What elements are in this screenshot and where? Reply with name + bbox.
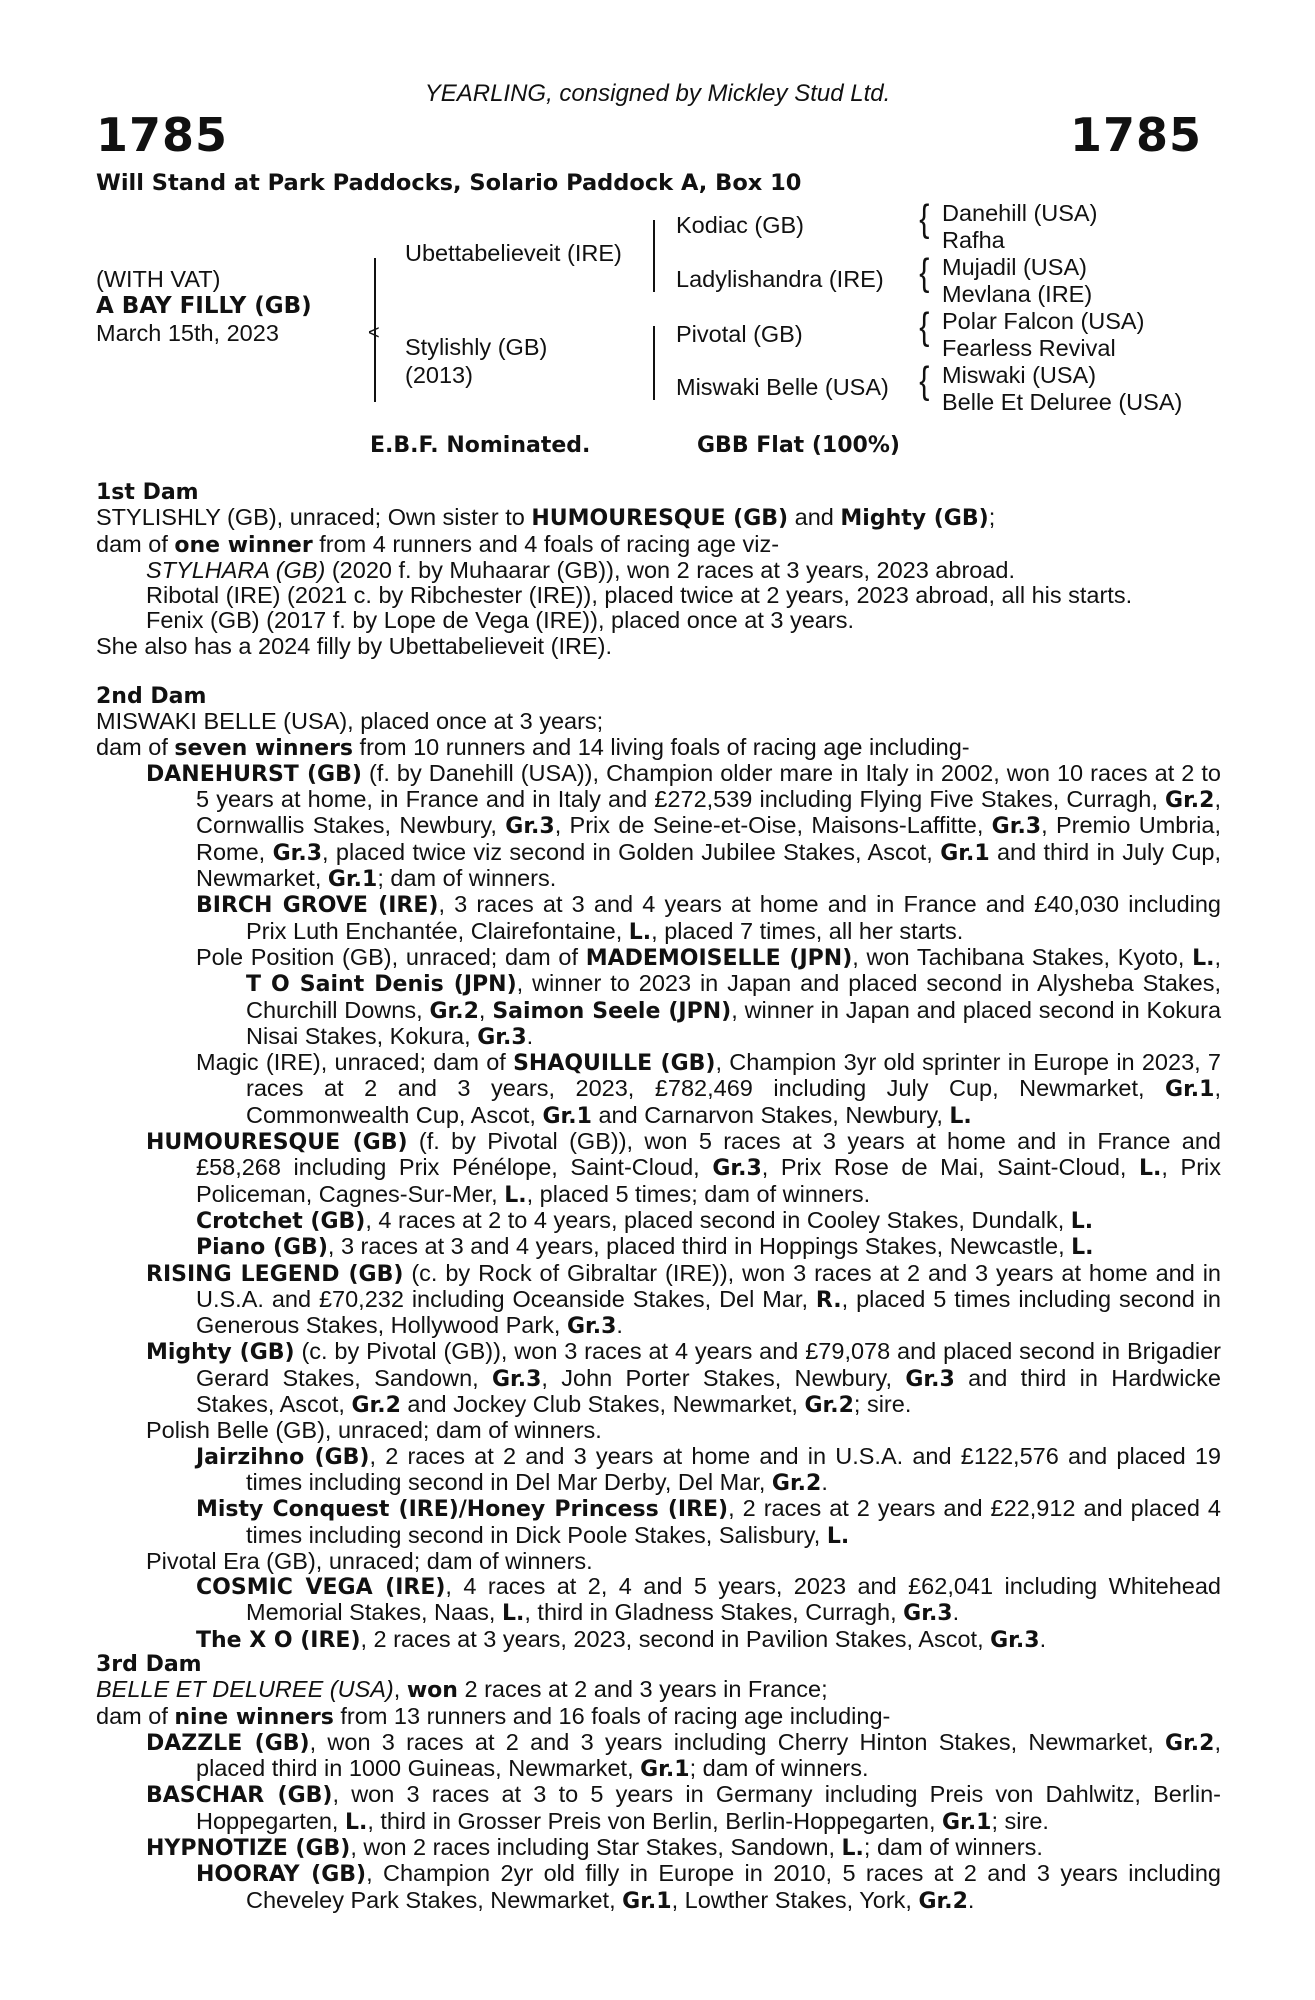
produce-entry: STYLHARA (GB) (2020 f. by Muhaarar (GB)), won 2 races at 3 years, 2023 abroad.	[146, 556, 1016, 583]
brace-3: {	[919, 306, 930, 348]
first-dam-section	[96, 480, 1221, 659]
second-dam-section	[96, 684, 1221, 1653]
produce-entry: Magic (IRE), unraced; dam of SHAQUILLE (GB), Champion 3yr old sprinter in Europe in 2023, 7 races at 2 and 3 years, 2023, £782,469 including July Cup, Newmarket, Gr.1, Commonwealth Cup, Ascot, Gr.1 and Carnarvon Stakes, Newbury, L.	[196, 1049, 1221, 1129]
produce-entry: The X O (IRE), 2 races at 3 years, 2023, second in Pavilion Stakes, Ascot, Gr.3.	[196, 1625, 1047, 1653]
stand-location: Will Stand at Park Paddocks, Solario Paddock A, Box 10	[96, 170, 802, 196]
produce-entry: HOORAY (GB), Champion 2yr old filly in Europe in 2010, 5 races at 2 and 3 years including Cheveley Park Stakes, Newmarket, Gr.1, Lowther Stakes, York, Gr.2.	[196, 1860, 1221, 1914]
section-heading: 1st Dam	[96, 480, 199, 505]
produce-entry: Misty Conquest (IRE)/Honey Princess (IRE), 2 races at 2 years and £22,912 and placed 4 times including second in Dick Poole Stakes, Salisbury, L.	[196, 1495, 1222, 1549]
brace-2: {	[919, 252, 930, 294]
horse-name: A BAY FILLY (GB)	[96, 293, 312, 319]
dam-sire: Pivotal (GB)	[676, 321, 803, 347]
third-dam-section	[96, 1652, 1221, 1914]
sire: Ubettabelieveit (IRE)	[405, 240, 622, 266]
produce-entry: Polish Belle (GB), unraced; dam of winners.	[146, 1417, 602, 1444]
produce-entry: BIRCH GROVE (IRE), 3 races at 3 and 4 years at home and in France and £40,030 including Prix Luth Enchantée, Clairefontaine, L., placed 7 times, all her starts.	[196, 891, 1221, 945]
vat-label: (WITH VAT)	[96, 266, 221, 292]
gg-8: Belle Et Deluree (USA)	[942, 389, 1183, 415]
section-heading: 3rd Dam	[96, 1652, 202, 1677]
produce-summary: dam of seven winners from 10 runners and 14 living foals of racing age including-	[96, 733, 970, 761]
brace-1: {	[919, 198, 930, 240]
dam-line: BELLE ET DELUREE (USA), won 2 races at 2 and 3 years in France;	[96, 1676, 828, 1704]
sire-dam: Ladylishandra (IRE)	[676, 266, 884, 292]
gg-5: Polar Falcon (USA)	[942, 308, 1145, 334]
produce-entry: BASCHAR (GB), won 3 races at 3 to 5 years in Germany including Preis von Dahlwitz, Berlin-Hoppegarten, L., third in Grosser Preis von Berlin, Berlin-Hoppegarten, Gr.1; sire.	[146, 1781, 1221, 1835]
produce-entry: Fenix (GB) (2017 f. by Lope de Vega (IRE)), placed once at 3 years.	[146, 607, 854, 634]
section-heading: 2nd Dam	[96, 684, 207, 709]
produce-entry: COSMIC VEGA (IRE), 4 races at 2, 4 and 5 years, 2023 and £62,041 including Whitehead Memorial Stakes, Naas, L., third in Gladness Stakes, Curragh, Gr.3.	[196, 1573, 1221, 1627]
dam: Stylishly (GB)	[405, 334, 548, 360]
produce-entry: HYPNOTIZE (GB), won 2 races including Star Stakes, Sandown, L.; dam of winners.	[146, 1834, 1043, 1862]
consignment-line: YEARLING, consigned by Mickley Stud Ltd.	[424, 80, 891, 107]
gg-2: Rafha	[942, 227, 1005, 253]
produce-entry: Piano (GB), 3 races at 3 and 4 years, placed third in Hoppings Stakes, Newcastle, L.	[196, 1233, 1094, 1261]
gg-3: Mujadil (USA)	[942, 254, 1087, 280]
gg-4: Mevlana (IRE)	[942, 281, 1093, 307]
dam-year: (2013)	[405, 362, 473, 388]
produce-entry: Crotchet (GB), 4 races at 2 to 4 years, placed second in Cooley Stakes, Dundalk, L.	[196, 1206, 1094, 1234]
produce-summary: dam of one winner from 4 runners and 4 foals of racing age viz-	[96, 530, 780, 558]
brace-point: <	[368, 322, 380, 344]
sire-sire: Kodiac (GB)	[676, 212, 804, 238]
produce-entry: RISING LEGEND (GB) (c. by Rock of Gibraltar (IRE)), won 3 races at 2 and 3 years at home and in U.S.A. and £70,232 including Oceanside Stakes, Del Mar, R., placed 5 times including second in Generous Stakes, Hollywood Park, Gr.3.	[146, 1259, 1221, 1340]
dam-line: MISWAKI BELLE (USA), placed once at 3 years;	[96, 708, 604, 735]
produce-entry: Ribotal (IRE) (2021 c. by Ribchester (IRE)), placed twice at 2 years, 2023 abroad, all his starts.	[146, 582, 1133, 609]
produce-entry: Pivotal Era (GB), unraced; dam of winners.	[146, 1547, 593, 1574]
produce-summary: dam of nine winners from 13 runners and 16 foals of racing age including-	[96, 1702, 891, 1730]
ebf-nominated: E.B.F. Nominated.	[370, 433, 591, 458]
produce-note: She also has a 2024 filly by Ubettabelieveit (IRE).	[96, 632, 612, 659]
gg-7: Miswaki (USA)	[942, 362, 1097, 388]
produce-entry: DANEHURST (GB) (f. by Danehill (USA)), Champion older mare in Italy in 2002, won 10 races at 2 to 5 years at home, in France and in Italy and £272,539 including Flying Five Stakes, Curragh, Gr.2, Cornwallis Stakes, Newbury, Gr.3, Prix de Seine-et-Oise, Maisons-Laffitte, Gr.3, Premio Umbria, Rome, Gr.3, placed twice viz second in Golden Jubilee Stakes, Ascot, Gr.1 and third in July Cup, Newmarket, Gr.1; dam of winners.	[146, 759, 1221, 893]
brace-4: {	[919, 360, 930, 402]
produce-entry: HUMOURESQUE (GB) (f. by Pivotal (GB)), won 5 races at 3 years at home and in France and £58,268 including Prix Pénélope, Saint-Cloud, Gr.3, Prix Rose de Mai, Saint-Cloud, L., Prix Policeman, Cagnes-Sur-Mer, L., placed 5 times; dam of winners.	[146, 1128, 1222, 1208]
dam-line: STYLISHLY (GB), unraced; Own sister to HUMOURESQUE (GB) and Mighty (GB);	[96, 504, 996, 532]
produce-entry: Mighty (GB) (c. by Pivotal (GB)), won 3 races at 4 years and £79,078 and placed second in Brigadier Gerard Stakes, Sandown, Gr.3, John Porter Stakes, Newbury, Gr.3 and third in Hardwicke Stakes, Ascot, Gr.2 and Jockey Club Stakes, Newmarket, Gr.2; sire.	[146, 1338, 1222, 1419]
gg-1: Danehill (USA)	[942, 200, 1098, 226]
lot-number-right: 1785	[1069, 108, 1202, 162]
gbb-flat: GBB Flat (100%)	[697, 433, 900, 458]
sire-brace	[653, 220, 655, 292]
produce-entry: DAZZLE (GB), won 3 races at 2 and 3 years including Cherry Hinton Stakes, Newmarket, Gr.2, placed third in 1000 Guineas, Newmarket, Gr.1; dam of winners.	[146, 1728, 1221, 1783]
gg-6: Fearless Revival	[942, 335, 1116, 361]
dam-dam: Miswaki Belle (USA)	[676, 374, 889, 400]
foaling-date: March 15th, 2023	[96, 320, 279, 346]
produce-entry: Jairzihno (GB), 2 races at 2 and 3 years at home and in U.S.A. and £122,576 and placed 19 times including second in Del Mar Derby, Del Mar, Gr.2.	[196, 1442, 1221, 1496]
lot-number-left: 1785	[96, 108, 229, 162]
produce-entry: Pole Position (GB), unraced; dam of MADEMOISELLE (JPN), won Tachibana Stakes, Kyoto, L., T O Saint Denis (JPN), winner to 2023 in Japan and placed second in Alysheba Stakes, Churchill Downs, Gr.2, Saimon Seele (JPN), winner in Japan and placed second in Kokura Nisai Stakes, Kokura, Gr.3.	[196, 943, 1222, 1050]
dam-brace	[653, 326, 655, 400]
